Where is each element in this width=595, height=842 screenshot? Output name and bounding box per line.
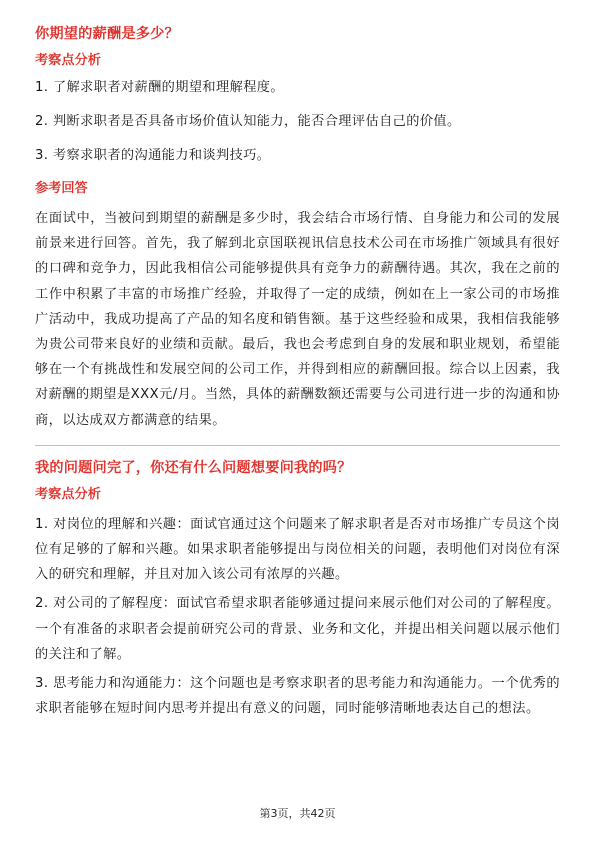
analysis-item: 1. 了解求职者对薪酬的期望和理解程度。 [35, 80, 284, 95]
question-block-questions [35, 458, 560, 722]
section-divider [35, 445, 560, 446]
analysis-heading: 考察点分析 [35, 53, 101, 68]
analysis-item: 1. 对岗位的理解和兴趣：面试官通过这个问题来了解求职者是否对市场推广专员这个岗位有足够的了解和兴趣。如果求职者能够提出与岗位相关的问题，表明他们对岗位有深入的研究和理解，并且对加入该公司有浓厚的兴趣。 [35, 516, 560, 583]
question-title: 我的问题问完了，你还有什么问题想要问我的吗？ [35, 459, 352, 476]
answer-heading: 参考回答 [35, 181, 88, 196]
question-title: 你期望的薪酬是多少？ [35, 26, 179, 42]
analysis-item: 3. 思考能力和沟通能力：这个问题也是考察求职者的思考能力和沟通能力。一个优秀的求职者能够在短时间内思考并提出有意义的问题，同时能够清晰地表达自己的想法。 [35, 676, 560, 717]
analysis-heading: 考察点分析 [35, 486, 101, 502]
answer-paragraph: 在面试中，当被问到期望的薪酬是多少时，我会结合市场行情、自身能力和公司的发展前景来进行回答。首先，我了解到北京国联视讯信息技术公司在市场推广领域具有很好的口碑和竞争力，因此我相信公司能够提供具有竞争力的薪酬待遇。其次，我在之前的工作中积累了丰富的市场推广经验，并取得了一定的成绩，例如在上一家公司的市场推广活动中，我成功提高了产品的知名度和销售额。基于这些经验和成果，我相信我能够为贵公司带来良好的业绩和贡献。最后，我也会考虑到自身的发展和职业规划，希望能够在一个有挑战性和发展空间的公司工作，并得到相应的薪酬回报。综合以上因素，我对薪酬的期望是XXX元/月。当然，具体的薪酬数额还需要与公司进行进一步的沟通和协商，以达成双方都满意的结果。 [35, 211, 560, 428]
analysis-item: 3. 考察求职者的沟通能力和谈判技巧。 [35, 148, 271, 163]
page-number: 第3页，共42页 [259, 807, 336, 820]
analysis-item: 2. 判断求职者是否具备市场价值认知能力，能否合理评估自己的价值。 [35, 114, 461, 129]
page-content [35, 24, 560, 725]
question-block-salary [35, 24, 560, 433]
analysis-item: 2. 对公司的了解程度：面试官希望求职者能够通过提问来展示他们对公司的了解程度。一个有准备的求职者会提前研究公司的背景、业务和文化，并提出相关问题以展示他们的关注和了解。 [35, 596, 560, 662]
